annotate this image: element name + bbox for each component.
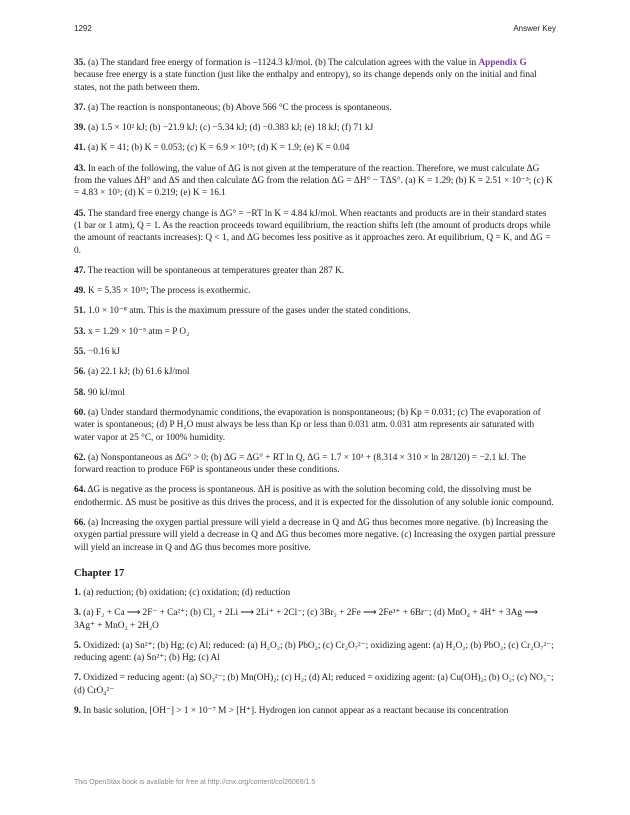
footer-note: This OpenStax book is available for free at http://cnx.org/content/col26069/1.5 <box>74 779 316 786</box>
answer-35: 35. (a) The standard free energy of formation is –1124.3 kJ/mol. (b) The calculation agrees with the value in Appendix G because free energy is a state function (just like the enthalpy and entropy), so its change depends only on the initial and final states, not the path between them. <box>74 58 537 93</box>
answer-ch17-7: 7. Oxidized = reducing agent: (a) SO₃²⁻; (b) Mn(OH)₂; (c) H₂; (d) Al; reduced = oxidizing agent: (a) Cu(OH)₂; (b) O₂; (c) NO₃⁻; (d) CrO₄²⁻ <box>74 673 554 696</box>
answer-ch17-1: 1. (a) reduction; (b) oxidation; (c) oxidation; (d) reduction <box>74 587 291 598</box>
page-number: 1292 <box>74 24 92 33</box>
answer-47: 47. The reaction will be spontaneous at temperatures greater than 287 K. <box>74 265 345 276</box>
answer-49: 49. K = 5.35 × 10¹⁵; The process is exothermic. <box>74 286 251 297</box>
answer-37: 37. (a) The reaction is nonspontaneous; (b) Above 566 °C the process is spontaneous. <box>74 102 392 113</box>
answer-58: 58. 90 kJ/mol <box>74 387 125 398</box>
answer-ch17-5: 5. Oxidized: (a) Sn²⁺; (b) Hg; (c) Al; reduced: (a) H₂O₂; (b) PbO₂; (c) Cr₂O₇²⁻; oxidizing agent: (a) H₂O₂; (b) PbO₂; (c) Cr₂O₇²⁻; reducing agent: (a) Sn²⁺; (b) Hg; (c) Al <box>74 640 554 664</box>
answer-62: 62. (a) Nonspontaneous as ΔG° > 0; (b) ΔG = ΔG° + RT ln Q, ΔG = 1.7 × 10³ + (8.314 × 310 × ln 28/120) = −2.1 kJ. The forward reaction to produce F6P is spontaneous under these conditions. <box>74 452 526 476</box>
appendix-g-link[interactable]: Appendix G <box>478 58 527 68</box>
answer-66: 66. (a) Increasing the oxygen partial pressure will yield a decrease in Q and ΔG thus becomes more negative. (b) Increasing the oxygen partial pressure will yield a decrease in Q and ΔG thus becomes more negative. (c) Increasing the oxygen partial pressure will yield an increase in Q and ΔG thus becomes more positive. <box>74 518 556 553</box>
answer-55: 55. −0.16 kJ <box>74 347 121 358</box>
chapter-heading: Chapter 17 <box>74 567 125 579</box>
answer-60: 60. (a) Under standard thermodynamic conditions, the evaporation is nonspontaneous; (b) Kp = 0.031; (c) The evaporation of water is spontaneous; (d) P H₂O must always be less than Kp or less than 0.031 atm. 0.031 atm represents air saturated with water vapor at 25 °C, or 100% humidity. <box>74 407 541 443</box>
answer-43: 43. In each of the following, the value of ΔG is not given at the temperature of the reaction. Therefore, we must calculate ΔG from the values ΔH° and ΔS and then calculate ΔG from the relation ΔG = ΔH° − TΔS°. (a) K = 1.29; (b) K = 2.51 × 10⁻³; (c) K = 4.83 × 10³; (d) K = 0.219; (e) K = 16.1 <box>74 163 553 199</box>
answer-key-content <box>74 57 556 725</box>
answer-56: 56. (a) 22.1 kJ; (b) 61.6 kJ/mol <box>74 367 190 378</box>
answer-53: 53. x = 1.29 × 10⁻⁵ atm = P O₂ <box>74 326 190 337</box>
running-header: Answer Key <box>513 24 556 33</box>
answer-64: 64. ΔG is negative as the process is spontaneous. ΔH is positive as with the solution becoming cold, the dissolving must be endothermic. ΔS must be positive as this drives the process, and it is expected for the dissolution of any soluble ionic compound. <box>74 485 554 508</box>
answer-39: 39. (a) 1.5 × 10² kJ; (b) −21.9 kJ; (c) −5.34 kJ; (d) −0.383 kJ; (e) 18 kJ; (f) 71 kJ <box>74 123 374 134</box>
answer-ch17-3: 3. (a) F₂ + Ca ⟶ 2F⁻ + Ca²⁺; (b) Cl₂ + 2Li ⟶ 2Li⁺ + 2Cl⁻; (c) 3Br₂ + 2Fe ⟶ 2Fe³⁺ + 6Br⁻; (d) MnO₄ + 4H⁺ + 3Ag ⟶ 3Ag⁺ + MnO₂ + 2H₂O <box>74 608 538 631</box>
answer-41: 41. (a) K = 41; (b) K = 0.053; (c) K = 6.9 × 10¹³; (d) K = 1.9; (e) K = 0.04 <box>74 143 350 154</box>
answer-45: 45. The standard free energy change is ΔG° = −RT ln K = 4.84 kJ/mol. When reactants and products are in their standard states (1 bar or 1 atm), Q = 1. As the reaction proceeds toward equilibrium, the reaction shifts left (the amount of products drops while the amount of reactants increases): Q < 1, and ΔG becomes less positive as it approaches zero. At equilibrium, Q = K, and ΔG = 0. <box>74 208 551 256</box>
answer-ch17-9: 9. In basic solution, [OH⁻] > 1 × 10⁻⁷ M > [H⁺]. Hydrogen ion cannot appear as a reactant because its concentration <box>74 705 509 716</box>
answer-51: 51. 1.0 × 10⁻⁸ atm. This is the maximum pressure of the gases under the stated conditions. <box>74 306 411 317</box>
